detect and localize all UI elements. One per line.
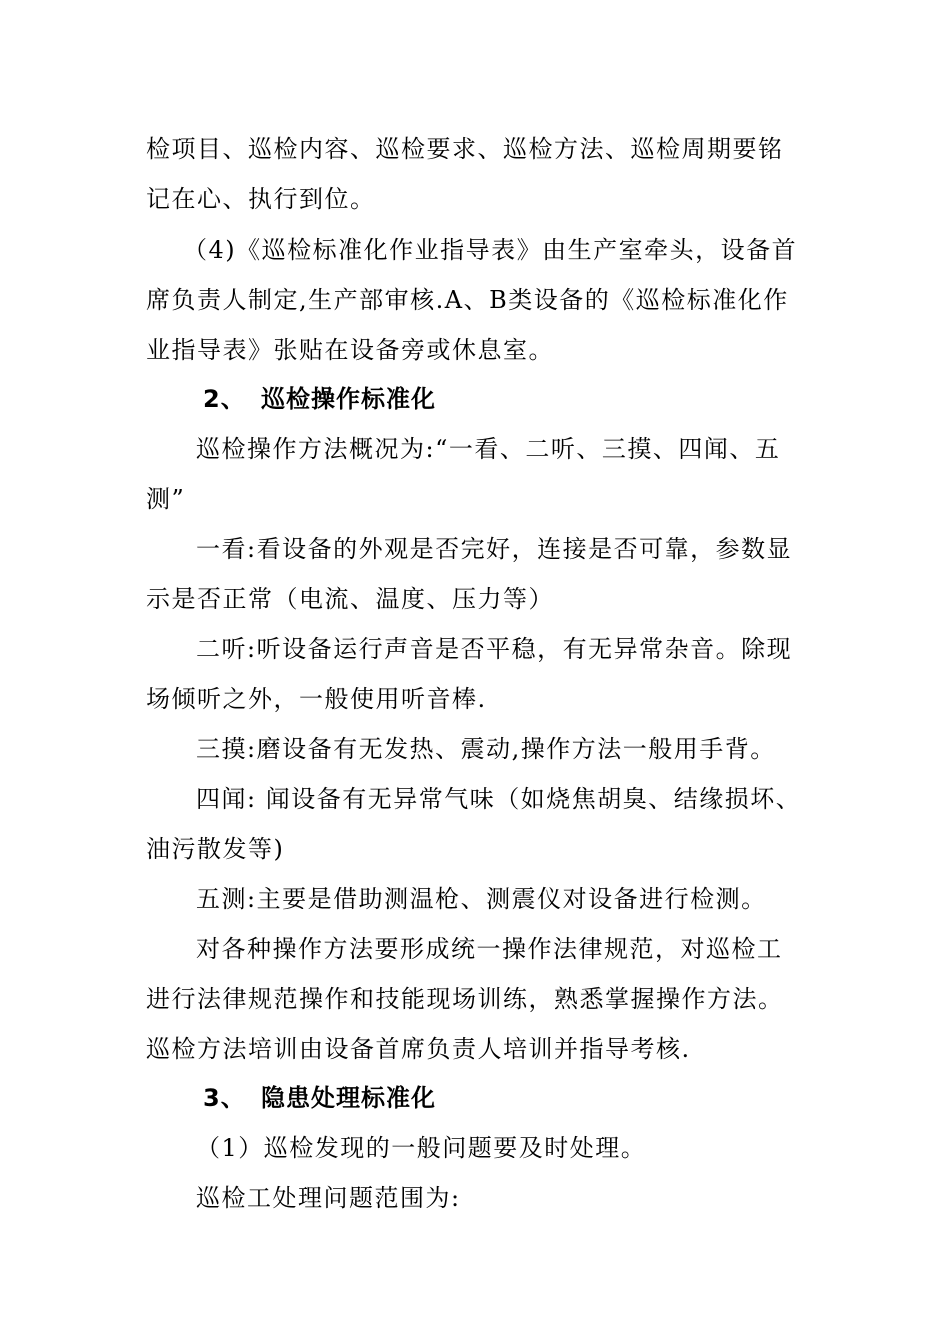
paragraph-line: （4)《巡检标准化作业指导表》由生产室牵头，设备首 xyxy=(183,236,798,264)
paragraph-line: 巡检工处理问题范围为: xyxy=(196,1184,461,1212)
paragraph-line: 四闻: 闻设备有无异常气味（如烧焦胡臭、结缘损坏、 xyxy=(196,785,802,813)
section-number: 3、 xyxy=(203,1084,246,1112)
paragraph-line: 对各种操作方法要形成统一操作法律规范，对巡检工 xyxy=(196,935,783,963)
section-title: 隐患处理标准化 xyxy=(261,1084,436,1112)
paragraph-line: 油污散发等) xyxy=(146,835,285,863)
paragraph-line: 席负责人制定,生产部审核.A、B类设备的《巡检标准化作 xyxy=(146,286,789,314)
paragraph-line: 一看:看设备的外观是否完好，连接是否可靠，参数显 xyxy=(196,535,793,563)
paragraph-line: （1）巡检发现的一般问题要及时处理。 xyxy=(196,1134,647,1162)
paragraph-line: 二听:听设备运行声音是否平稳，有无异常杂音。除现 xyxy=(196,635,793,663)
paragraph-line: 测” xyxy=(146,485,186,513)
paragraph-line: 记在心、执行到位。 xyxy=(146,185,376,213)
section-title: 巡检操作标准化 xyxy=(261,385,436,413)
section-heading-3 xyxy=(203,1083,436,1113)
paragraph-line: 业指导表》张贴在设备旁或休息室。 xyxy=(146,336,554,364)
paragraph-line: 五测:主要是借助测温枪、测震仪对设备进行检测。 xyxy=(196,885,767,913)
paragraph-line: 巡检方法培训由设备首席负责人培训并指导考核. xyxy=(146,1035,691,1063)
paragraph-line: 三摸:磨设备有无发热、震动,操作方法一般用手背。 xyxy=(196,735,776,763)
section-heading-2 xyxy=(203,384,436,414)
paragraph-line: 场倾听之外，一般使用听音棒. xyxy=(146,685,487,713)
section-number: 2、 xyxy=(203,385,246,413)
paragraph-line: 示是否正常（电流、温度、压力等） xyxy=(146,585,554,613)
paragraph-line: 巡检操作方法概况为:“一看、二听、三摸、四闻、五 xyxy=(196,435,781,463)
paragraph-line: 进行法律规范操作和技能现场训练，熟悉掌握操作方法。 xyxy=(146,985,784,1013)
paragraph-line: 检项目、巡检内容、巡检要求、巡检方法、巡检周期要铭 xyxy=(146,135,784,163)
